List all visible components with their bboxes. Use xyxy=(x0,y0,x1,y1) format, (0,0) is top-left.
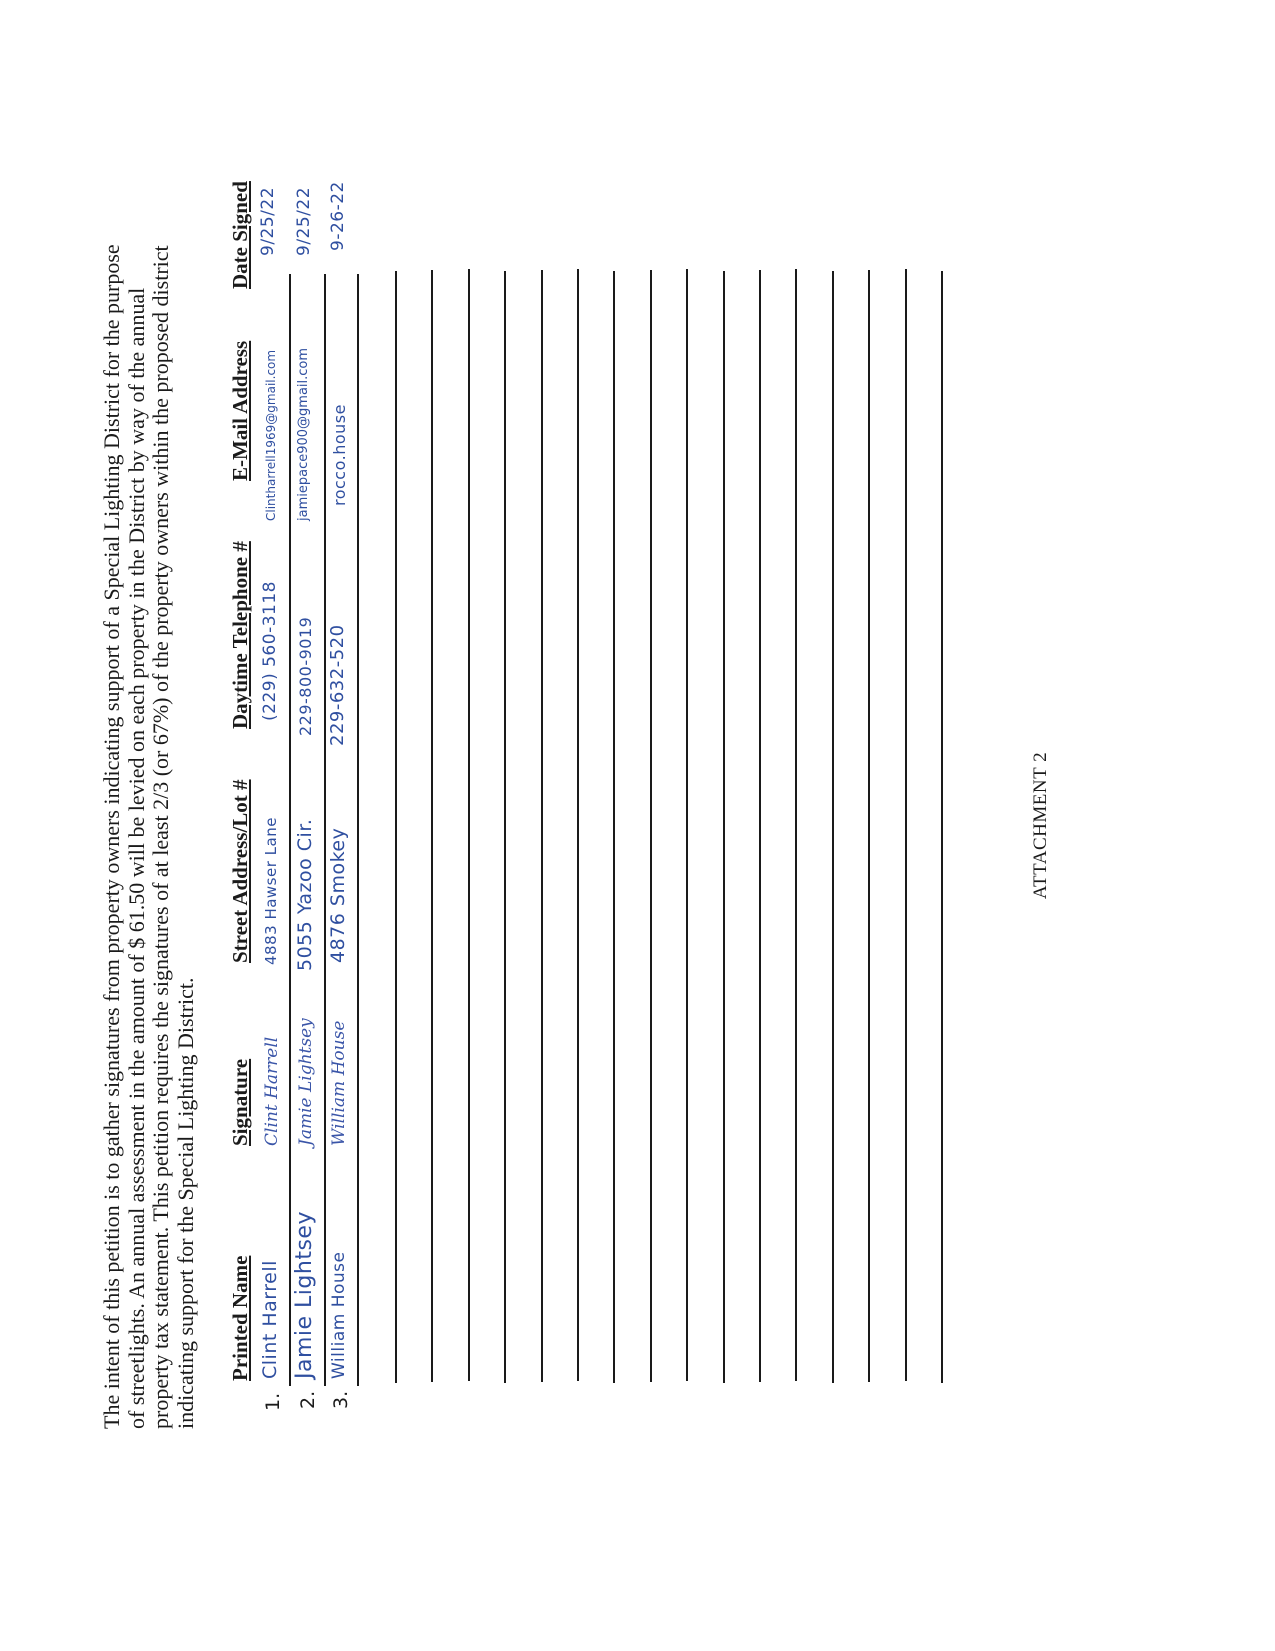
header-street-address: Street Address/Lot # xyxy=(228,779,252,963)
intro-line-1: The intent of this petition is to gather signatures from property owners indicating support of a Special Lighting District for the purpose xyxy=(99,244,124,1429)
blank-line xyxy=(868,270,870,1382)
blank-line xyxy=(650,270,652,1382)
date-signed: 9-26-22 xyxy=(328,181,348,251)
blank-line xyxy=(832,271,834,1383)
street-address: 5055 Yazoo Cir. xyxy=(294,818,316,971)
printed-name: Clint Harrell xyxy=(259,1260,281,1379)
row-number: 1. xyxy=(262,1392,284,1411)
blank-line xyxy=(468,269,470,1381)
street-address: 4876 Smokey xyxy=(327,827,349,963)
blank-line xyxy=(905,269,907,1381)
printed-name: William House xyxy=(329,1251,349,1379)
row-underline xyxy=(289,274,291,1386)
printed-name: Jamie Lightsey xyxy=(292,1211,317,1379)
column-headers xyxy=(228,0,258,1651)
email: jamiepace900@gmail.com xyxy=(296,347,311,521)
blank-line xyxy=(431,270,433,1382)
blank-line xyxy=(759,270,761,1382)
header-printed-name: Printed Name xyxy=(228,1255,252,1381)
intro-line-3: property tax statement. This petition requires the signatures of at least 2/3 (or 67%) of the property owners within the proposed district xyxy=(148,245,173,1429)
email: rocco.house xyxy=(330,404,349,506)
intro-line-2: of streetlights. An annual assessment in the amount of $ 61.50 will be levied on each property in the District by way of the annual xyxy=(123,287,149,1429)
blank-line xyxy=(723,271,725,1383)
blank-line xyxy=(577,269,579,1381)
blank-line xyxy=(941,271,943,1383)
row-number: 2. xyxy=(297,1390,319,1409)
telephone: (229) 560-3118 xyxy=(260,581,280,721)
blank-line xyxy=(795,269,797,1381)
intro-line-4: indicating support for the Special Lighting District. xyxy=(172,977,198,1429)
header-signature: Signature xyxy=(228,1058,252,1146)
email: Clintharrell1969@gmail.com xyxy=(264,349,278,521)
telephone: 229-632-520 xyxy=(327,624,348,746)
blank-line xyxy=(686,269,688,1381)
header-telephone: Daytime Telephone # xyxy=(228,541,252,729)
intro-paragraph xyxy=(100,219,198,1429)
attachment-label: ATTACHMENT 2 xyxy=(1030,751,1051,900)
telephone: 229-800-9019 xyxy=(296,616,315,736)
signature: Jamie Lightsey xyxy=(296,1018,316,1146)
row-underline xyxy=(357,274,359,1386)
signature: Clint Harrell xyxy=(262,1036,282,1146)
row-number: 3. xyxy=(330,1390,352,1409)
blank-line xyxy=(504,271,506,1383)
header-date-signed: Date Signed xyxy=(228,181,252,289)
street-address: 4883 Hawser Lane xyxy=(262,817,280,965)
blank-line xyxy=(395,271,397,1383)
date-signed: 9/25/22 xyxy=(294,186,314,256)
date-signed: 9/25/22 xyxy=(258,186,278,256)
signature: William House xyxy=(329,1020,349,1146)
blank-line xyxy=(613,271,615,1383)
blank-line xyxy=(541,270,543,1382)
row-underline xyxy=(324,274,326,1386)
header-email: E-Mail Address xyxy=(228,340,252,481)
